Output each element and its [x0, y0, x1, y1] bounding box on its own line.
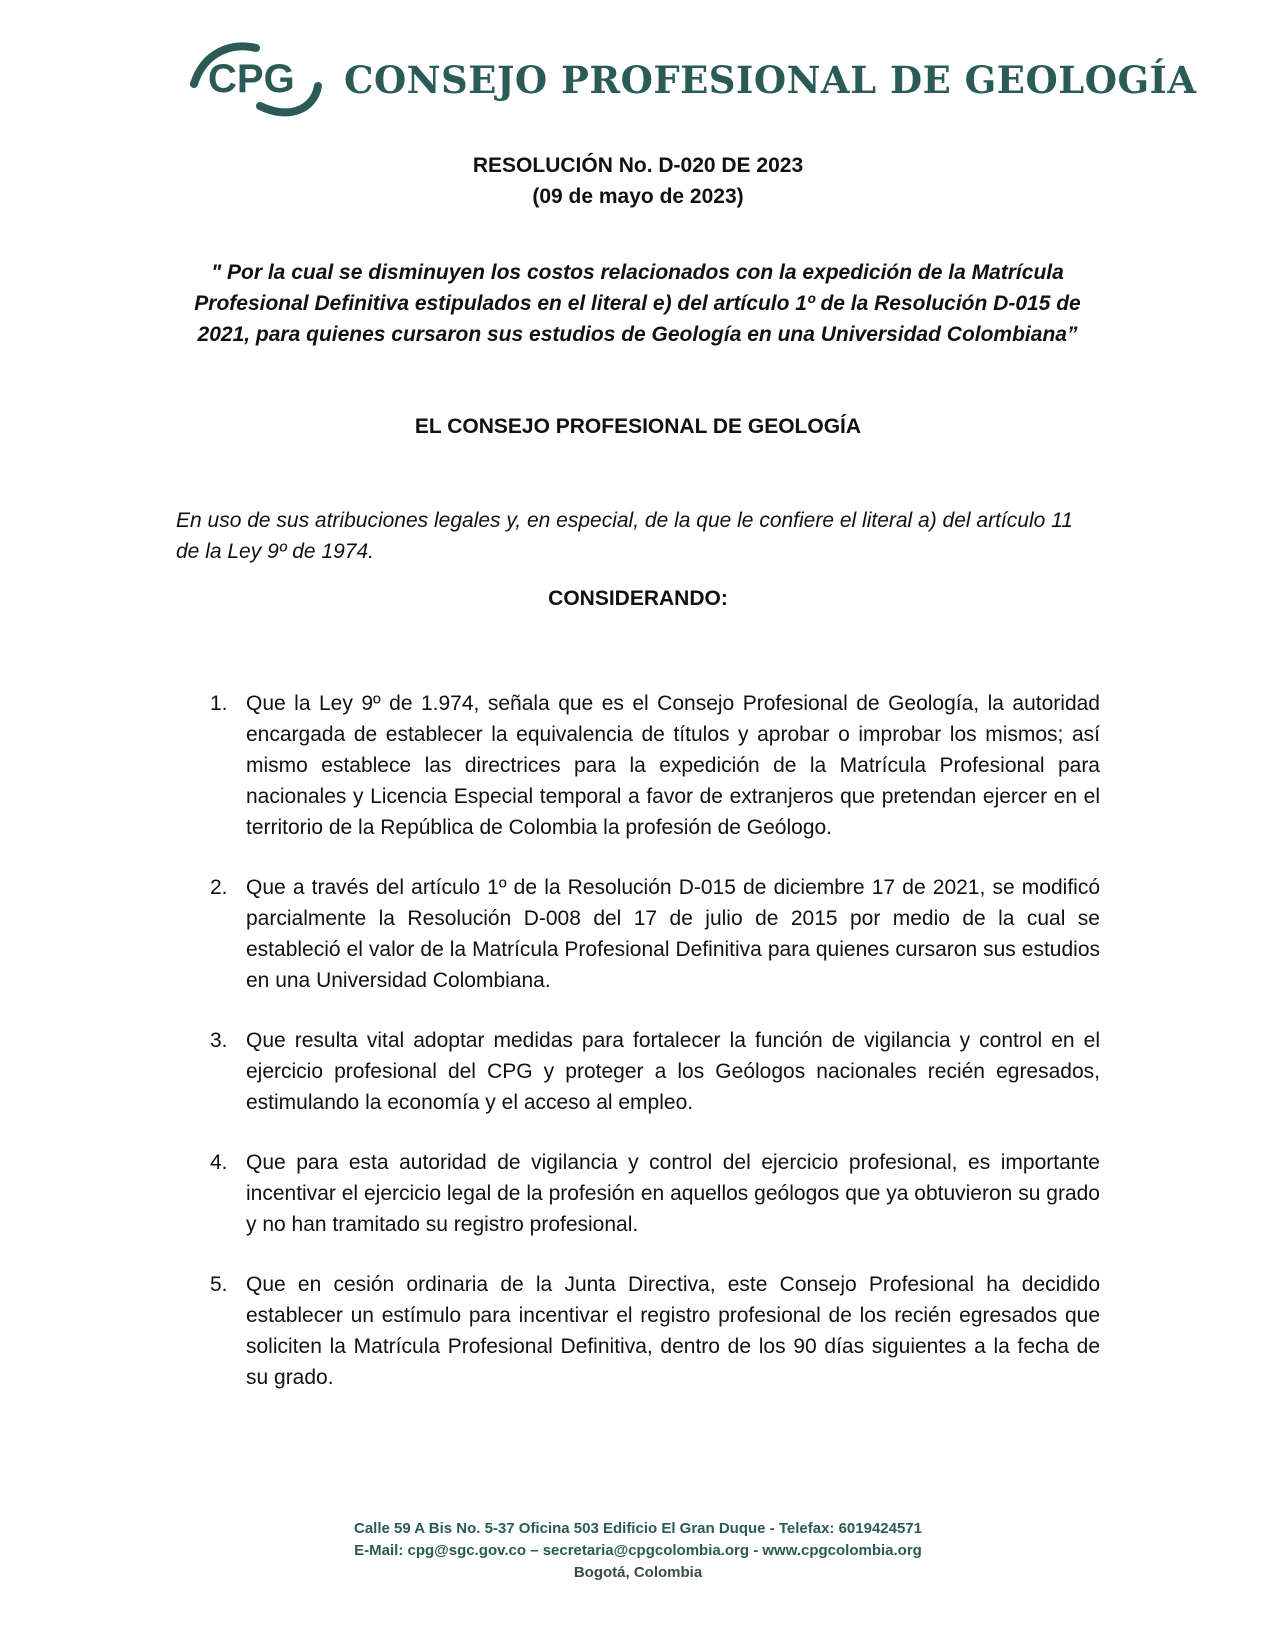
item-text: Que la Ley 9º de 1.974, señala que es el Consejo Profesional de Geología, la autoridad encargada de establecer la equivalencia de títulos y aprobar o improbar los mismos; así mismo establece las directrices para la expedición de la Matrícula Profesional para nacionales y Licencia Especial temporal a favor de extranjeros que pretendan ejercer en el territorio de la República de Colombia la profesión de Geólogo.: [246, 692, 1100, 839]
item-number: 4.: [210, 1151, 228, 1174]
footer-email: E-Mail: cpg@sgc.gov.co – secretaria@cpgcolombia.org - www.cpgcolombia.org: [354, 1542, 922, 1559]
considerandos-list: [210, 688, 1100, 1422]
item-number: 3.: [210, 1029, 228, 1052]
logo-text: CPG: [208, 57, 295, 101]
footer-address: Calle 59 A Bis No. 5-37 Oficina 503 Edificio El Gran Duque - Telefax: 6019424571: [353, 1520, 922, 1537]
council-heading: EL CONSEJO PROFESIONAL DE GEOLOGÍA: [414, 415, 862, 438]
item-number: 2.: [210, 876, 228, 899]
item-number: 1.: [210, 692, 228, 715]
letterhead: [190, 40, 1197, 120]
item-text: Que resulta vital adoptar medidas para fortalecer la función de vigilancia y control en el ejercicio profesional del CPG y proteger a los Geólogos nacionales recién egresados, estimulando la economía y el acceso al empleo.: [246, 1029, 1100, 1114]
list-item: [210, 1269, 1100, 1393]
footer-city: Bogotá, Colombia: [573, 1564, 703, 1581]
footer: [0, 1518, 1276, 1584]
resolution-number: RESOLUCIÓN No. D-020 DE 2023: [472, 154, 804, 177]
list-item: [210, 872, 1100, 996]
item-number: 5.: [210, 1273, 228, 1296]
list-item: [210, 688, 1100, 843]
considerando-heading: CONSIDERANDO:: [548, 587, 728, 610]
list-item: [210, 1147, 1100, 1240]
resolution-header: [0, 150, 1276, 212]
item-text: Que en cesión ordinaria de la Junta Directiva, este Consejo Profesional ha decidido establecer un estímulo para incentivar el registro profesional de los recién egresados que soliciten la Matrícula Profesional Definitiva, dentro de los 90 días siguientes a la fecha de su grado.: [246, 1273, 1100, 1389]
cpg-logo: [190, 40, 340, 120]
item-text: Que a través del artículo 1º de la Resolución D-015 de diciembre 17 de 2021, se modificó parcialmente la Resolución D-008 del 17 de julio de 2015 por medio de la cual se estableció el valor de la Matrícula Profesional Definitiva para quienes cursaron sus estudios en una Universidad Colombiana.: [246, 876, 1100, 992]
item-text: Que para esta autoridad de vigilancia y control del ejercicio profesional, es importante incentivar el ejercicio legal de la profesión en aquellos geólogos que ya obtuvieron su grado y no han tramitado su registro profesional.: [246, 1151, 1100, 1236]
preamble: En uso de sus atribuciones legales y, en especial, de la que le confiere el literal a) del artículo 11 de la Ley 9º de 1974.: [176, 509, 1073, 563]
resolution-subject: " Por la cual se disminuyen los costos relacionados con la expedición de la Matrícula Profesional Definitiva estipulados en el literal e) del artículo 1º de la Resolución D-015 de 2021, para quienes cursaron sus estudios de Geología en una Universidad Colombiana”: [194, 261, 1081, 346]
list-item: [210, 1025, 1100, 1118]
resolution-date: (09 de mayo de 2023): [532, 185, 744, 208]
org-name: CONSEJO PROFESIONAL DE GEOLOGÍA: [344, 58, 1197, 102]
